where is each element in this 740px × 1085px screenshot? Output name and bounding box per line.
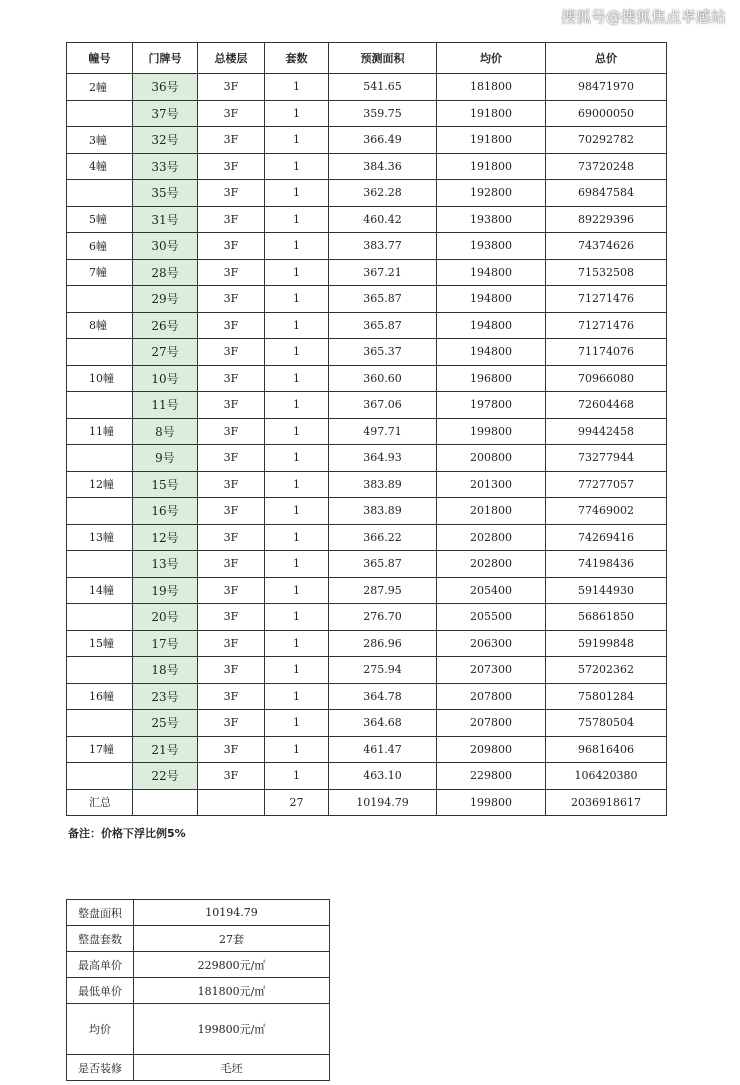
header-area: 预测面积 [329, 43, 437, 74]
table-row [67, 736, 667, 763]
cell-total-price: 69847584 [546, 180, 667, 207]
cell-door-number: 27号 [133, 339, 198, 366]
cell-door-number: 10号 [133, 365, 198, 392]
cell-unit-price: 207800 [437, 683, 546, 710]
cell-building [67, 551, 133, 578]
cell-unit-price: 199800 [437, 789, 546, 816]
cell-unit-price: 200800 [437, 445, 546, 472]
table-row [67, 657, 667, 684]
cell-building: 14幢 [67, 577, 133, 604]
cell-area: 360.60 [329, 365, 437, 392]
cell-floors: 3F [198, 604, 265, 631]
cell-unit-count: 1 [265, 206, 329, 233]
cell-area: 383.77 [329, 233, 437, 260]
cell-door-number: 16号 [133, 498, 198, 525]
cell-unit-count: 1 [265, 286, 329, 313]
cell-unit-price: 197800 [437, 392, 546, 419]
table-row [67, 498, 667, 525]
cell-area: 463.10 [329, 763, 437, 790]
cell-building: 5幢 [67, 206, 133, 233]
cell-unit-count: 1 [265, 418, 329, 445]
cell-unit-price: 193800 [437, 233, 546, 260]
cell-total-price: 74374626 [546, 233, 667, 260]
table-row [67, 100, 667, 127]
summary-row [67, 1004, 330, 1055]
summary-label: 整盘套数 [67, 926, 134, 952]
cell-area: 383.89 [329, 498, 437, 525]
summary-label: 均价 [67, 1004, 134, 1055]
cell-door-number: 9号 [133, 445, 198, 472]
cell-total-price: 75801284 [546, 683, 667, 710]
table-row [67, 259, 667, 286]
table-row [67, 710, 667, 737]
table-row [67, 127, 667, 154]
cell-area: 276.70 [329, 604, 437, 631]
cell-building: 6幢 [67, 233, 133, 260]
cell-area: 364.68 [329, 710, 437, 737]
summary-label: 是否装修 [67, 1055, 134, 1081]
cell-total-price: 99442458 [546, 418, 667, 445]
cell-door-number: 31号 [133, 206, 198, 233]
cell-unit-count: 1 [265, 100, 329, 127]
cell-building [67, 339, 133, 366]
cell-floors: 3F [198, 498, 265, 525]
summary-row [67, 900, 330, 926]
cell-building [67, 445, 133, 472]
table-row [67, 206, 667, 233]
cell-building [67, 392, 133, 419]
cell-door-number: 30号 [133, 233, 198, 260]
price-table [66, 42, 667, 816]
cell-area: 365.87 [329, 286, 437, 313]
cell-area: 461.47 [329, 736, 437, 763]
cell-door-number: 33号 [133, 153, 198, 180]
cell-unit-price: 192800 [437, 180, 546, 207]
summary-value: 毛坯 [134, 1055, 330, 1081]
cell-door-number: 13号 [133, 551, 198, 578]
cell-building [67, 100, 133, 127]
cell-unit-count: 1 [265, 657, 329, 684]
summary-body [67, 900, 330, 1081]
cell-floors: 3F [198, 286, 265, 313]
cell-unit-count: 1 [265, 630, 329, 657]
cell-floors: 3F [198, 127, 265, 154]
cell-building: 11幢 [67, 418, 133, 445]
cell-unit-price: 207300 [437, 657, 546, 684]
cell-door-number: 28号 [133, 259, 198, 286]
cell-total-price: 77469002 [546, 498, 667, 525]
cell-building: 4幢 [67, 153, 133, 180]
summary-label: 最高单价 [67, 952, 134, 978]
cell-total-price: 56861850 [546, 604, 667, 631]
cell-floors: 3F [198, 418, 265, 445]
table-row [67, 392, 667, 419]
table-row [67, 763, 667, 790]
header-floors: 总楼层 [198, 43, 265, 74]
cell-building: 汇总 [67, 789, 133, 816]
cell-unit-price: 199800 [437, 418, 546, 445]
cell-door-number [133, 789, 198, 816]
cell-unit-price: 205400 [437, 577, 546, 604]
cell-total-price: 57202362 [546, 657, 667, 684]
cell-total-price: 74198436 [546, 551, 667, 578]
cell-building: 10幢 [67, 365, 133, 392]
cell-total-price: 71174076 [546, 339, 667, 366]
cell-total-price: 70966080 [546, 365, 667, 392]
cell-floors: 3F [198, 445, 265, 472]
cell-area: 365.87 [329, 551, 437, 578]
cell-door-number: 32号 [133, 127, 198, 154]
cell-unit-count: 1 [265, 74, 329, 101]
cell-unit-count: 1 [265, 392, 329, 419]
cell-floors: 3F [198, 630, 265, 657]
cell-floors: 3F [198, 206, 265, 233]
table-row [67, 233, 667, 260]
cell-floors: 3F [198, 683, 265, 710]
cell-area: 367.21 [329, 259, 437, 286]
cell-building: 17幢 [67, 736, 133, 763]
cell-unit-price: 181800 [437, 74, 546, 101]
cell-area: 365.37 [329, 339, 437, 366]
cell-floors: 3F [198, 153, 265, 180]
header-unit-count: 套数 [265, 43, 329, 74]
table-row [67, 153, 667, 180]
table-row [67, 180, 667, 207]
cell-area: 366.49 [329, 127, 437, 154]
cell-total-price: 59144930 [546, 577, 667, 604]
cell-total-price: 69000050 [546, 100, 667, 127]
cell-unit-count: 1 [265, 524, 329, 551]
cell-floors: 3F [198, 233, 265, 260]
cell-area: 365.87 [329, 312, 437, 339]
cell-floors: 3F [198, 100, 265, 127]
cell-total-price: 74269416 [546, 524, 667, 551]
cell-building: 2幢 [67, 74, 133, 101]
cell-area: 367.06 [329, 392, 437, 419]
cell-area: 10194.79 [329, 789, 437, 816]
cell-unit-count: 1 [265, 233, 329, 260]
cell-total-price: 70292782 [546, 127, 667, 154]
cell-unit-price: 206300 [437, 630, 546, 657]
cell-floors: 3F [198, 736, 265, 763]
cell-unit-count: 1 [265, 180, 329, 207]
cell-area: 460.42 [329, 206, 437, 233]
cell-unit-count: 1 [265, 551, 329, 578]
cell-unit-count: 1 [265, 445, 329, 472]
cell-unit-price: 201300 [437, 471, 546, 498]
header-building: 幢号 [67, 43, 133, 74]
cell-building [67, 286, 133, 313]
cell-total-price: 72604468 [546, 392, 667, 419]
cell-door-number: 26号 [133, 312, 198, 339]
summary-row [67, 978, 330, 1004]
cell-floors: 3F [198, 339, 265, 366]
cell-door-number: 12号 [133, 524, 198, 551]
cell-total-price: 106420380 [546, 763, 667, 790]
cell-total-price: 89229396 [546, 206, 667, 233]
cell-unit-count: 1 [265, 683, 329, 710]
cell-area: 383.89 [329, 471, 437, 498]
cell-unit-price: 201800 [437, 498, 546, 525]
cell-unit-price: 194800 [437, 339, 546, 366]
cell-unit-price: 202800 [437, 524, 546, 551]
cell-building: 7幢 [67, 259, 133, 286]
table-row [67, 630, 667, 657]
table-row [67, 604, 667, 631]
summary-table [66, 899, 330, 1081]
cell-area: 366.22 [329, 524, 437, 551]
cell-unit-count: 1 [265, 471, 329, 498]
cell-total-price: 71532508 [546, 259, 667, 286]
cell-unit-count: 1 [265, 763, 329, 790]
cell-unit-price: 196800 [437, 365, 546, 392]
cell-area: 364.78 [329, 683, 437, 710]
cell-total-price: 73277944 [546, 445, 667, 472]
cell-area: 286.96 [329, 630, 437, 657]
cell-building [67, 763, 133, 790]
cell-door-number: 22号 [133, 763, 198, 790]
cell-building: 13幢 [67, 524, 133, 551]
header-door-number: 门牌号 [133, 43, 198, 74]
watermark-text: 搜狐号@搜狐焦点孝感站 [560, 8, 726, 26]
cell-unit-count: 1 [265, 365, 329, 392]
cell-building: 8幢 [67, 312, 133, 339]
cell-unit-price: 194800 [437, 259, 546, 286]
cell-area: 359.75 [329, 100, 437, 127]
cell-building: 15幢 [67, 630, 133, 657]
cell-door-number: 23号 [133, 683, 198, 710]
summary-row [67, 926, 330, 952]
table-header-row [67, 43, 667, 74]
cell-floors [198, 789, 265, 816]
cell-building [67, 657, 133, 684]
cell-floors: 3F [198, 392, 265, 419]
cell-unit-count: 1 [265, 736, 329, 763]
cell-total-price: 75780504 [546, 710, 667, 737]
table-row [67, 339, 667, 366]
cell-door-number: 21号 [133, 736, 198, 763]
cell-floors: 3F [198, 657, 265, 684]
summary-value: 27套 [134, 926, 330, 952]
summary-row [67, 1055, 330, 1081]
cell-door-number: 17号 [133, 630, 198, 657]
cell-door-number: 19号 [133, 577, 198, 604]
cell-total-price: 77277057 [546, 471, 667, 498]
cell-unit-price: 205500 [437, 604, 546, 631]
cell-floors: 3F [198, 74, 265, 101]
cell-floors: 3F [198, 551, 265, 578]
cell-door-number: 8号 [133, 418, 198, 445]
summary-value: 199800元/㎡ [134, 1004, 330, 1055]
cell-unit-count: 1 [265, 577, 329, 604]
cell-building: 3幢 [67, 127, 133, 154]
cell-unit-count: 1 [265, 604, 329, 631]
table-row [67, 577, 667, 604]
cell-building [67, 498, 133, 525]
cell-unit-count: 1 [265, 339, 329, 366]
cell-door-number: 37号 [133, 100, 198, 127]
header-unit-price: 均价 [437, 43, 546, 74]
table-row [67, 418, 667, 445]
cell-area: 287.95 [329, 577, 437, 604]
cell-area: 364.93 [329, 445, 437, 472]
cell-door-number: 35号 [133, 180, 198, 207]
cell-door-number: 15号 [133, 471, 198, 498]
total-row [67, 789, 667, 816]
table-row [67, 445, 667, 472]
cell-building [67, 180, 133, 207]
cell-floors: 3F [198, 365, 265, 392]
table-row [67, 471, 667, 498]
cell-unit-count: 1 [265, 153, 329, 180]
cell-total-price: 98471970 [546, 74, 667, 101]
cell-door-number: 36号 [133, 74, 198, 101]
cell-unit-price: 229800 [437, 763, 546, 790]
cell-total-price: 71271476 [546, 286, 667, 313]
cell-building: 12幢 [67, 471, 133, 498]
cell-unit-price: 191800 [437, 127, 546, 154]
cell-total-price: 96816406 [546, 736, 667, 763]
cell-building [67, 710, 133, 737]
header-total-price: 总价 [546, 43, 667, 74]
summary-label: 整盘面积 [67, 900, 134, 926]
cell-floors: 3F [198, 471, 265, 498]
table-row [67, 524, 667, 551]
summary-value: 229800元/㎡ [134, 952, 330, 978]
summary-row [67, 952, 330, 978]
summary-value: 10194.79 [134, 900, 330, 926]
cell-floors: 3F [198, 524, 265, 551]
cell-unit-price: 193800 [437, 206, 546, 233]
cell-floors: 3F [198, 259, 265, 286]
cell-area: 497.71 [329, 418, 437, 445]
cell-unit-price: 202800 [437, 551, 546, 578]
cell-floors: 3F [198, 710, 265, 737]
cell-unit-price: 209800 [437, 736, 546, 763]
cell-floors: 3F [198, 312, 265, 339]
cell-floors: 3F [198, 180, 265, 207]
cell-door-number: 29号 [133, 286, 198, 313]
table-row [67, 286, 667, 313]
cell-unit-price: 207800 [437, 710, 546, 737]
table-row [67, 551, 667, 578]
table-row [67, 74, 667, 101]
cell-unit-price: 191800 [437, 153, 546, 180]
cell-total-price: 2036918617 [546, 789, 667, 816]
cell-total-price: 71271476 [546, 312, 667, 339]
cell-total-price: 59199848 [546, 630, 667, 657]
summary-label: 最低单价 [67, 978, 134, 1004]
cell-area: 362.28 [329, 180, 437, 207]
table-row [67, 365, 667, 392]
cell-unit-count: 1 [265, 498, 329, 525]
cell-unit-count: 27 [265, 789, 329, 816]
cell-total-price: 73720248 [546, 153, 667, 180]
cell-door-number: 18号 [133, 657, 198, 684]
cell-floors: 3F [198, 763, 265, 790]
cell-door-number: 11号 [133, 392, 198, 419]
cell-building: 16幢 [67, 683, 133, 710]
cell-unit-count: 1 [265, 259, 329, 286]
cell-floors: 3F [198, 577, 265, 604]
cell-unit-price: 194800 [437, 286, 546, 313]
cell-area: 275.94 [329, 657, 437, 684]
cell-door-number: 25号 [133, 710, 198, 737]
cell-unit-count: 1 [265, 710, 329, 737]
table-row [67, 683, 667, 710]
cell-unit-count: 1 [265, 127, 329, 154]
table-body [67, 74, 667, 816]
cell-area: 541.65 [329, 74, 437, 101]
cell-unit-price: 191800 [437, 100, 546, 127]
price-note: 备注：价格下浮比例5% [68, 827, 186, 840]
summary-value: 181800元/㎡ [134, 978, 330, 1004]
cell-unit-count: 1 [265, 312, 329, 339]
table-row [67, 312, 667, 339]
cell-area: 384.36 [329, 153, 437, 180]
cell-building [67, 604, 133, 631]
cell-unit-price: 194800 [437, 312, 546, 339]
cell-door-number: 20号 [133, 604, 198, 631]
